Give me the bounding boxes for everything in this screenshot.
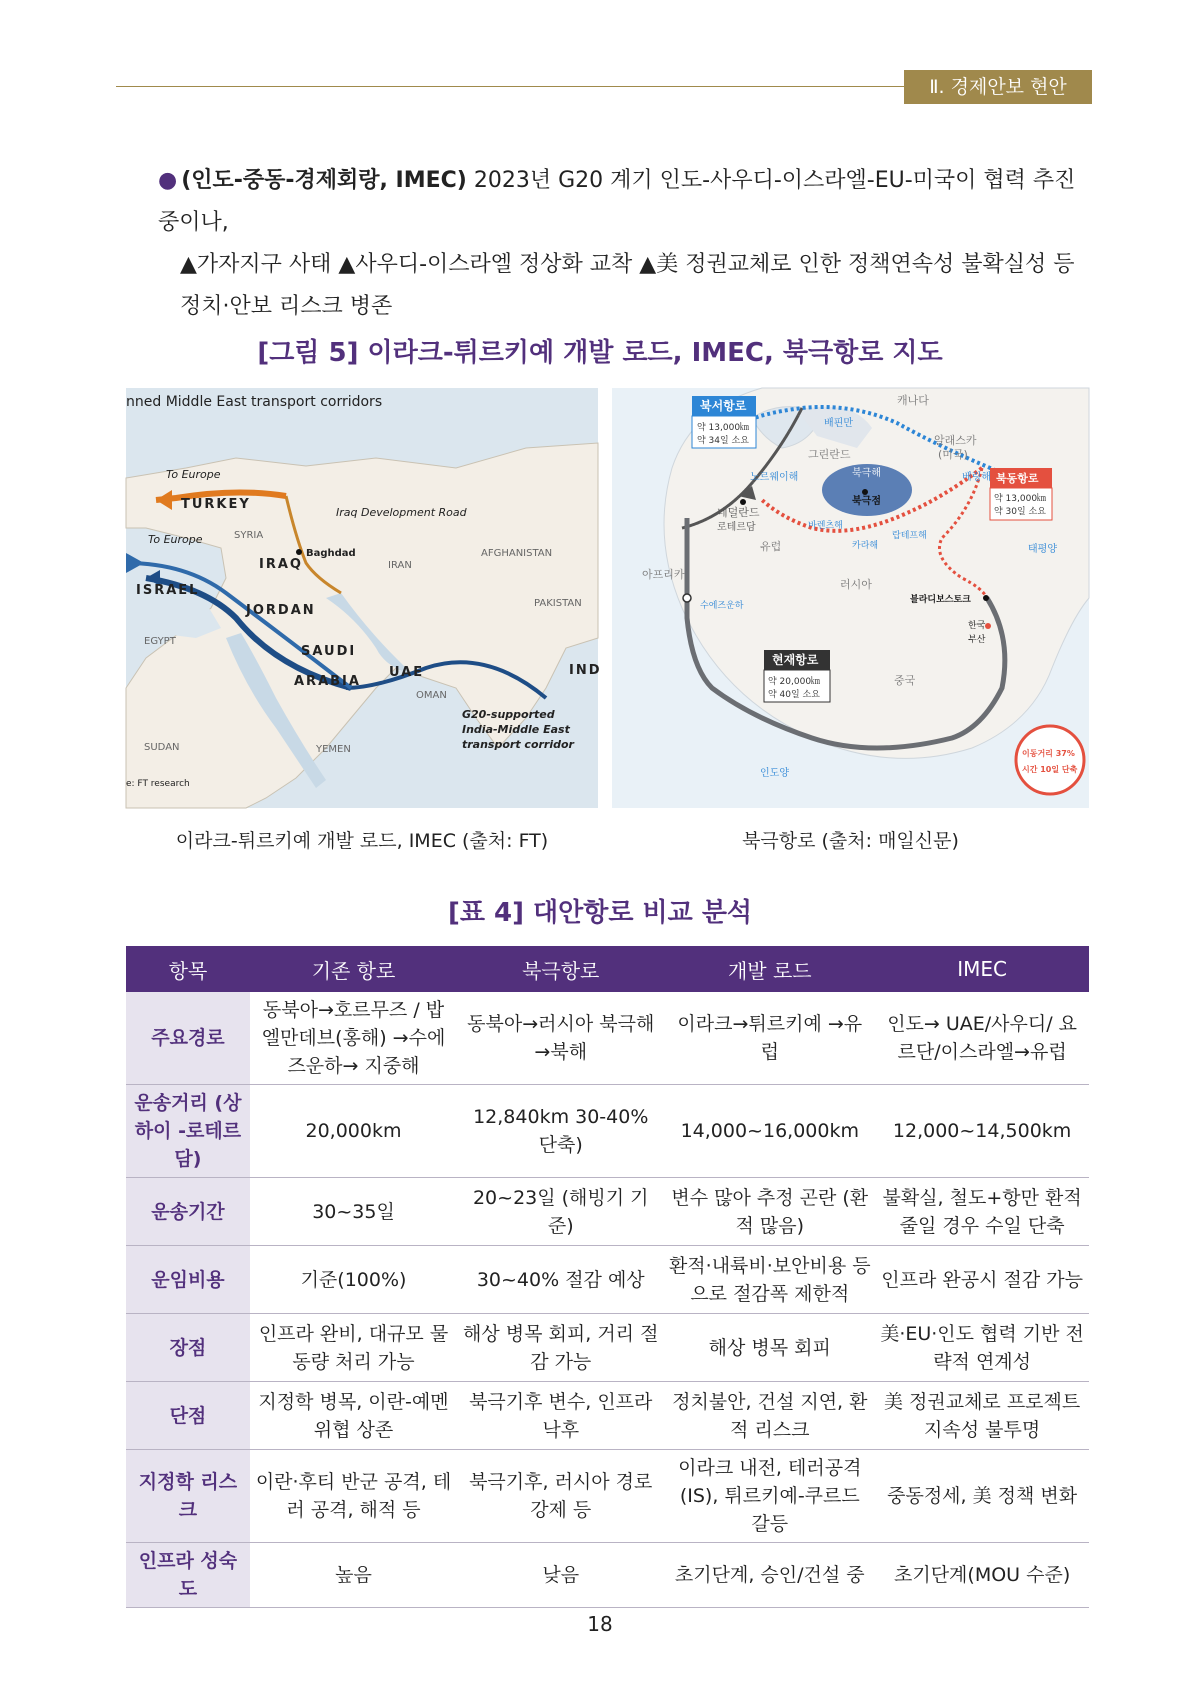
- col-header: 개발 로드: [664, 946, 875, 992]
- table-cell: 초기단계(MOU 수준): [875, 1543, 1089, 1608]
- table-row: [126, 1543, 1089, 1608]
- bullet-lead: (인도-중동-경제회랑, IMEC): [181, 168, 467, 193]
- row-label: 운임비용: [126, 1246, 250, 1314]
- bullet-line3: 정치·안보 리스크 병존: [180, 294, 393, 319]
- map2-netherlands: 네덜란드: [717, 506, 760, 519]
- map2-suez: 수에즈운하: [700, 601, 744, 611]
- map1-iraq: IRAQ: [259, 557, 303, 572]
- map2-china: 중국: [894, 674, 916, 687]
- map1-yemen: YEMEN: [316, 744, 351, 755]
- row-label: 인프라 성숙도: [126, 1543, 250, 1608]
- table-cell: 동북아→러시아 북극해 →북해: [457, 992, 664, 1085]
- table-cell: 동북아→호르무즈 / 밥엘만데브(홍해) →수에즈운하→ 지중해: [250, 992, 457, 1085]
- middle-east-map-svg: [126, 388, 602, 808]
- table-cell: 이라크 내전, 테러공격 (IS), 튀르키예-쿠르드 갈등: [664, 1450, 875, 1543]
- map2-north-pole: 북극점: [852, 496, 881, 507]
- map2-busan: 부산: [968, 635, 986, 645]
- map1-syria: SYRIA: [234, 530, 264, 541]
- map2-cur-dist: 약 20,000㎞: [768, 677, 821, 687]
- col-header: 기존 항로: [250, 946, 457, 992]
- col-header: 북극항로: [457, 946, 664, 992]
- table-row: [126, 1178, 1089, 1246]
- map2-badge-dist: 이동거리 37%: [1022, 749, 1075, 758]
- col-header: IMEC: [875, 946, 1089, 992]
- table-title: [표 4] 대안항로 비교 분석: [447, 898, 753, 928]
- map2-alaska: 알래스카: [934, 434, 977, 447]
- map1-to-europe-1: To Europe: [166, 468, 221, 481]
- map1-baghdad: Baghdad: [306, 548, 356, 559]
- caption-map2: 북극항로 (출처: 매일신문): [742, 830, 959, 852]
- table-row: [126, 992, 1089, 1085]
- map1-g20-2: India-Middle East: [462, 723, 570, 736]
- map2-badge-time: 시간 10일 단축: [1022, 765, 1078, 774]
- table-cell: 높음: [250, 1543, 457, 1608]
- table-cell: 12,840km 30-40% 단축): [457, 1085, 664, 1178]
- map2-current-route: 현재항로: [772, 653, 819, 667]
- row-label: 운송거리 (상하이 -로테르담): [126, 1085, 250, 1178]
- map1-g20-1: G20-supported: [462, 708, 555, 721]
- table-cell: 해상 병목 회피: [664, 1314, 875, 1382]
- table-row: [126, 1085, 1089, 1178]
- map2-indian-ocean: 인도양: [760, 768, 789, 779]
- map2-ne-days: 약 30일 소요: [994, 507, 1046, 517]
- table-cell: 12,000~14,500km: [875, 1085, 1089, 1178]
- table-cell: 북극기후 변수, 인프라 낙후: [457, 1382, 664, 1450]
- col-header: 항목: [126, 946, 250, 992]
- page-number: 18: [587, 1612, 613, 1636]
- map1-g20-3: transport corridor: [462, 738, 574, 751]
- map2-canada: 캐나다: [897, 394, 929, 407]
- map1-egypt: EGYPT: [144, 636, 176, 647]
- table-cell: 초기단계, 승인/건설 중: [664, 1543, 875, 1608]
- caption-map1: 이라크-튀르키예 개발 로드, IMEC (출처: FT): [175, 830, 549, 852]
- table-header-row: [126, 946, 1089, 992]
- table-cell: 지정학 병목, 이란-예멘 위협 상존: [250, 1382, 457, 1450]
- map2-rotterdam: 로테르담: [717, 522, 756, 533]
- map2-cur-days: 약 40일 소요: [768, 690, 820, 700]
- table-row: [126, 1314, 1089, 1382]
- table-row: [126, 1382, 1089, 1450]
- map2-greenland: 그린란드: [808, 448, 851, 461]
- row-label: 주요경로: [126, 992, 250, 1085]
- row-label: 장점: [126, 1314, 250, 1382]
- table-cell: 환적·내륙비·보안비용 등 으로 절감폭 제한적: [664, 1246, 875, 1314]
- map2-europe: 유럽: [760, 540, 782, 553]
- table-cell: 인프라 완비, 대규모 물동량 처리 가능: [250, 1314, 457, 1382]
- map2-pacific: 태평양: [1028, 544, 1057, 555]
- table-cell: 20,000km: [250, 1085, 457, 1178]
- comparison-table: [126, 946, 1089, 1608]
- table-cell: 변수 많아 추정 곤란 (환적 많음): [664, 1178, 875, 1246]
- table-cell: 30~35일: [250, 1178, 457, 1246]
- map2-barents: 바렌츠해: [808, 521, 843, 531]
- map1-uae: UAE: [389, 665, 425, 680]
- table-cell: 20~23일 (해빙기 기준): [457, 1178, 664, 1246]
- table-cell: 14,000~16,000km: [664, 1085, 875, 1178]
- map2-northeast-route: 북동항로: [996, 472, 1039, 485]
- table-cell: 북극기후, 러시아 경로 강제 등: [457, 1450, 664, 1543]
- map1-ind: IND: [569, 663, 602, 678]
- table-cell: 해상 병목 회피, 거리 절감 가능: [457, 1314, 664, 1382]
- map2-nw-dist: 약 13,000㎞: [697, 423, 750, 433]
- map2-ne-dist: 약 13,000㎞: [994, 494, 1047, 504]
- table-cell: 인프라 완공시 절감 가능: [875, 1246, 1089, 1314]
- table-cell: 중동정세, 美 정책 변화: [875, 1450, 1089, 1543]
- map1-jordan: JORDAN: [246, 603, 316, 618]
- map2-northwest-route: 북서항로: [700, 399, 747, 413]
- map1-sudan: SUDAN: [144, 742, 180, 753]
- map1-pakistan: PAKISTAN: [534, 598, 582, 609]
- map1-oman: OMAN: [416, 690, 447, 701]
- table-row: [126, 1246, 1089, 1314]
- table-cell: 기준(100%): [250, 1246, 457, 1314]
- map1-to-europe-2: To Europe: [148, 533, 203, 546]
- row-label: 단점: [126, 1382, 250, 1450]
- table-cell: 불확실, 철도+항만 환적 줄일 경우 수일 단축: [875, 1178, 1089, 1246]
- row-label: 지정학 리스크: [126, 1450, 250, 1543]
- map2-baffin: 배핀만: [824, 418, 853, 429]
- table-row: [126, 1450, 1089, 1543]
- bullet-icon: ●: [158, 168, 178, 193]
- section-tag: Ⅱ. 경제안보 현안: [904, 70, 1092, 104]
- header-rule: [116, 86, 906, 87]
- table-cell: 이라크→튀르키예 →유럽: [664, 992, 875, 1085]
- map1-heading: nned Middle East transport corridors: [126, 394, 383, 410]
- map2-nw-days: 약 34일 소요: [697, 436, 749, 446]
- map1-israel: ISRAEL: [136, 583, 200, 598]
- map2-norwegian: 노르웨이해: [750, 472, 799, 483]
- map1-source: e: FT research: [126, 779, 190, 789]
- map2-arctic-sea: 북극해: [852, 468, 881, 479]
- map1-afghanistan: AFGHANISTAN: [481, 548, 553, 559]
- map2-alaska-us: (미국): [938, 448, 968, 461]
- map2-laptev: 랍테프해: [892, 531, 927, 541]
- figure-title: [그림 5] 이라크-튀르키예 개발 로드, IMEC, 북극항로 지도: [257, 338, 943, 368]
- bullet-line1: 2023년 G20 계기 인도-사우디-이스라엘-EU-미국이 협력 추진 중이나,: [158, 168, 1076, 235]
- map1-arabia: ARABIA: [294, 674, 361, 689]
- map1-iraq-road: Iraq Development Road: [336, 506, 467, 519]
- map2-africa: 아프리카: [642, 568, 685, 581]
- arctic-route-map: [612, 388, 1089, 808]
- bullet-paragraph: [158, 160, 1098, 328]
- table-cell: 美 정권교체로 프로젝트 지속성 불투명: [875, 1382, 1089, 1450]
- map2-kara: 카라해: [852, 541, 879, 551]
- map2-russia: 러시아: [840, 578, 872, 591]
- map2-vladivostok: 블라디보스토크: [910, 595, 971, 605]
- map2-korea: 한국: [968, 621, 986, 631]
- table-cell: 30~40% 절감 예상: [457, 1246, 664, 1314]
- table-cell: 美·EU·인도 협력 기반 전략적 연계성: [875, 1314, 1089, 1382]
- map1-iran: IRAN: [388, 560, 412, 571]
- map1-turkey: TURKEY: [181, 497, 251, 512]
- table-cell: 낮음: [457, 1543, 664, 1608]
- table-cell: 인도→ UAE/사우디/ 요르단/이스라엘→유럽: [875, 992, 1089, 1085]
- table-cell: 정치불안, 건설 지연, 환적 리스크: [664, 1382, 875, 1450]
- bullet-line2: ▲가자지구 사태 ▲사우디-이스라엘 정상화 교착 ▲美 정권교체로 인한 정책연속성 불확실성 등: [180, 252, 1075, 277]
- row-label: 운송기간: [126, 1178, 250, 1246]
- arctic-route-map-svg: [612, 388, 1089, 808]
- table-cell: 이란·후티 반군 공격, 테러 공격, 해적 등: [250, 1450, 457, 1543]
- middle-east-map: [126, 388, 602, 808]
- map1-saudi: SAUDI: [301, 644, 357, 659]
- map2-bering: 베링해: [962, 472, 991, 483]
